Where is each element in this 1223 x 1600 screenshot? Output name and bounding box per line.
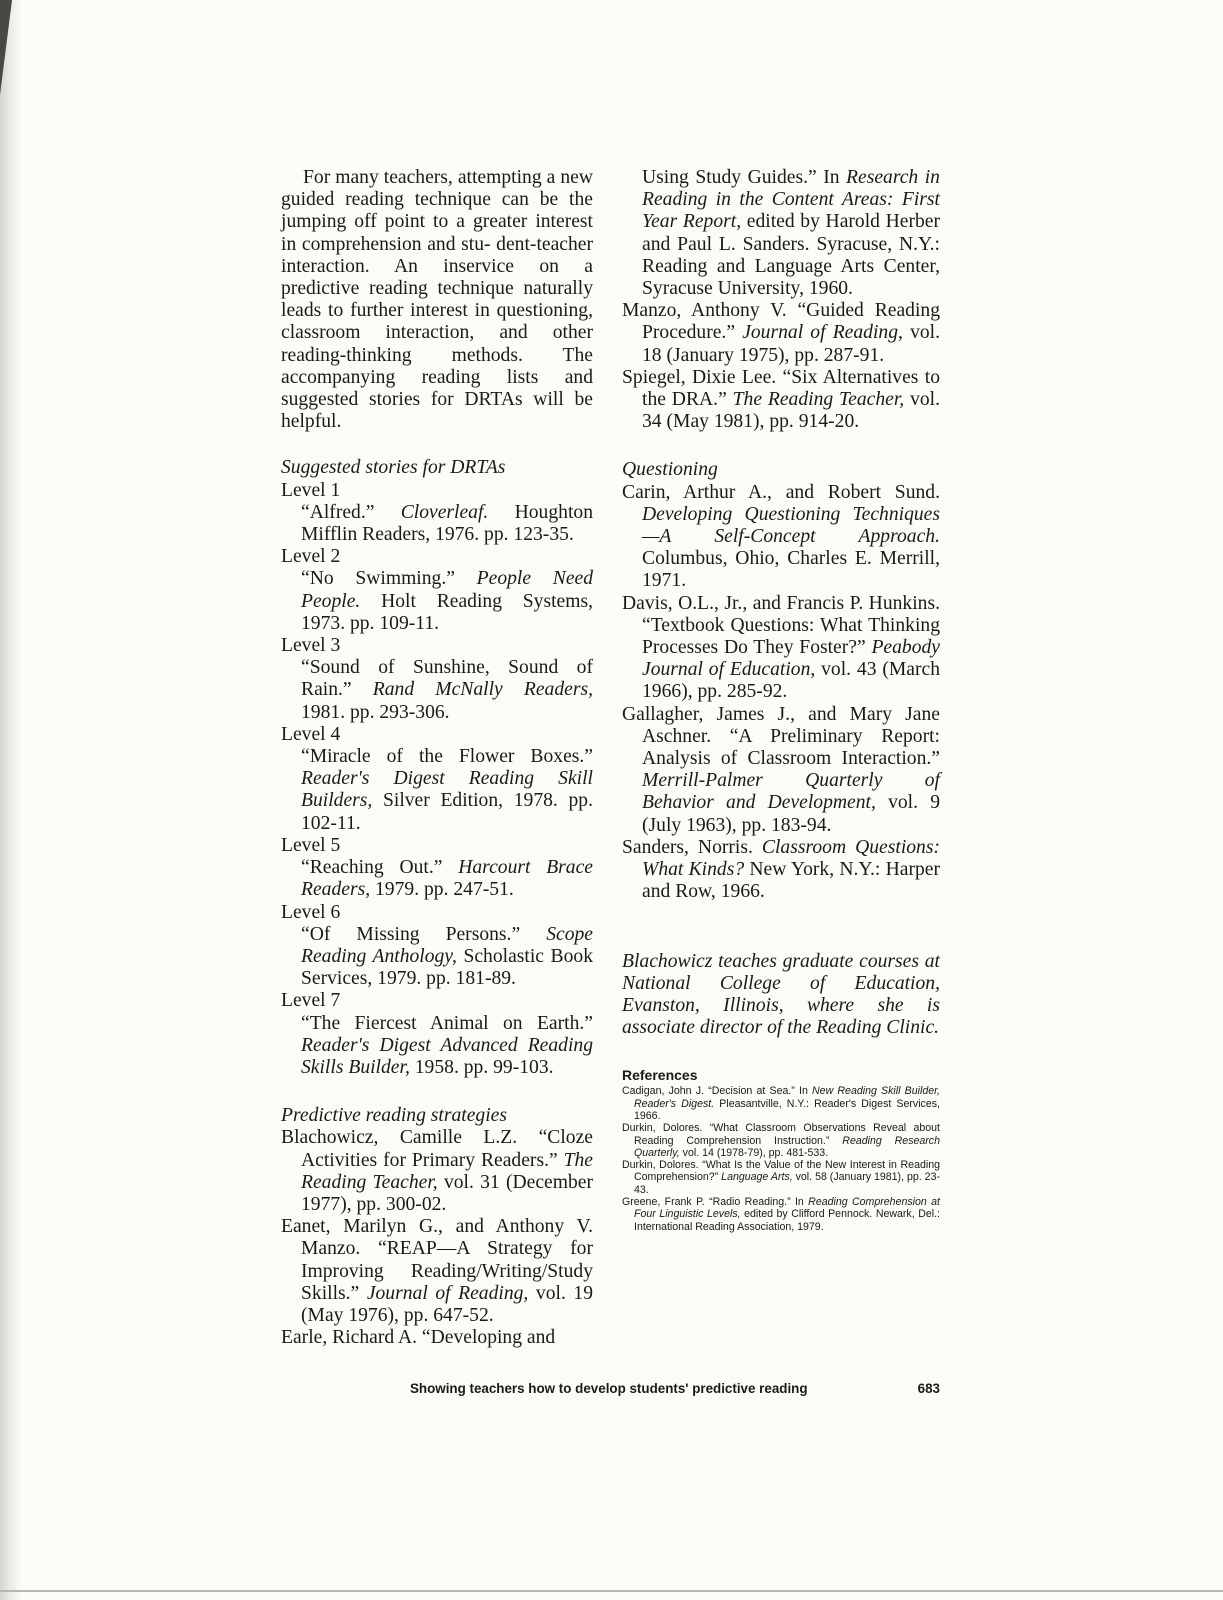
author-bio: Blachowicz teaches graduate courses at National College of Education, Evanston, Illinois, where she is associate director of the Reading Clinic. <box>622 950 940 1039</box>
reference-entry: Gallagher, James J., and Mary Jane Aschner. “A Preliminary Report: Analysis of Classroom Interaction.” Merrill-Palmer Quarterly of Behavior and Development, vol. 9 (July 1963), pp. 183-94. <box>622 703 940 836</box>
questioning-heading: Questioning <box>622 459 718 481</box>
reference-entry-start: Earle, Richard A. “Developing and <box>281 1327 556 1349</box>
level-label: Level 6 <box>281 901 341 923</box>
references-heading: References <box>622 1067 698 1084</box>
scan-bottom-edge <box>0 1590 1223 1592</box>
level-label: Level 5 <box>281 834 341 856</box>
story-citation: “No Swimming.” People Need People. Holt Reading Systems, 1973. pp. 109-11. <box>301 568 594 634</box>
level-label: Level 3 <box>281 635 341 657</box>
right-column <box>622 167 940 1233</box>
reference-item: Cadigan, John J. “Decision at Sea.” In New Reading Skill Builder, Reader's Digest. Pleasantville, N.Y.: Reader's Digest Services, 1966. <box>622 1085 940 1122</box>
level-label: Level 1 <box>281 479 341 501</box>
reference-item: Durkin, Dolores. “What Classroom Observations Reveal about Reading Comprehension Instruction.” Reading Research Quarterly, vol. 14 (1978-79), pp. 481-533. <box>622 1122 940 1159</box>
reference-entry: Sanders, Norris. Classroom Questions: What Kinds? New York, N.Y.: Harper and Row, 1966. <box>622 836 941 903</box>
level-label: Level 7 <box>281 990 341 1012</box>
story-citation: “Reaching Out.” Harcourt Brace Readers, 1979. pp. 247-51. <box>301 857 593 901</box>
reference-entry: Carin, Arthur A., and Robert Sund. Developing Questioning Techniques—A Self-Concept Approach. Columbus, Ohio, Charles E. Merrill, 1971. <box>622 481 940 592</box>
reference-entry: Blachowicz, Camille L.Z. “Cloze Activities for Primary Readers.” The Reading Teacher, vol. 31 (December 1977), pp. 300-02. <box>281 1127 594 1215</box>
reference-entry-continued: Using Study Guides.” In Research in Reading in the Content Areas: First Year Report, edited by Harold Herber and Paul L. Sanders. Syracuse, N.Y.: Reading and Language Arts Center, Syracuse University, 1960. <box>642 167 940 300</box>
reference-item: Durkin, Dolores. “What Is the Value of the New Interest in Reading Comprehension?” Language Arts, vol. 58 (January 1981), pp. 23-43. <box>622 1159 940 1196</box>
story-citation: “Of Missing Persons.” Scope Reading Anthology, Scholastic Book Services, 1979. pp. 181-89. <box>301 923 594 990</box>
story-level-4 <box>281 724 593 835</box>
page-number: 683 <box>917 1381 940 1396</box>
running-title: Showing teachers how to develop students' predictive reading <box>410 1381 808 1396</box>
story-citation: “Alfred.” Cloverleaf. Houghton Mifflin Readers, 1976. pp. 123-35. <box>301 501 593 546</box>
predictive-heading: Predictive reading strategies <box>281 1105 507 1127</box>
story-level-5 <box>281 835 593 902</box>
reference-entry: Davis, O.L., Jr., and Francis P. Hunkins. “Textbook Questions: What Thinking Processes Do They Foster?” Peabody Journal of Education, vol. 43 (March 1966), pp. 285-92. <box>622 592 940 703</box>
story-level-6 <box>281 902 593 991</box>
story-citation: “Sound of Sunshine, Sound of Rain.” Rand McNally Readers, 1981. pp. 293-306. <box>301 657 593 723</box>
reference-entry: Manzo, Anthony V. “Guided Reading Procedure.” Journal of Reading, vol. 18 (January 1975), pp. 287-91. <box>622 300 941 366</box>
story-level-7 <box>281 990 593 1079</box>
folded-corner <box>0 0 12 95</box>
story-citation: “The Fiercest Animal on Earth.” Reader's Digest Advanced Reading Skills Builder, 1958. pp. 99-103. <box>301 1012 593 1078</box>
story-citation: “Miracle of the Flower Boxes.” Reader's Digest Reading Skill Builders, Silver Edition, 1978. pp. 102-11. <box>301 746 593 834</box>
level-label: Level 4 <box>281 723 341 745</box>
stories-heading: Suggested stories for DRTAs <box>281 457 506 479</box>
reference-entry: Spiegel, Dixie Lee. “Six Alternatives to the DRA.” The Reading Teacher, vol. 34 (May 1981), pp. 914-20. <box>622 366 941 433</box>
intro-paragraph: For many teachers, attempting a new guided reading technique can be the jumping off point to a greater interest in comprehension and stu- dent-teacher interaction. An inservice on a predictive reading technique naturally leads to further interest in questioning, classroom interaction, and other reading-thinking methods. The accompanying reading lists and suggested stories for DRTAs will be helpful. <box>281 167 593 433</box>
story-level-2 <box>281 546 593 635</box>
references-section <box>622 1067 940 1233</box>
reference-item: Greene, Frank P. “Radio Reading.” In Reading Comprehension at Four Linguistic Levels, edited by Clifford Pennock. Newark, Del.: International Reading Association, 1979. <box>622 1195 940 1233</box>
reference-entry: Eanet, Marilyn G., and Anthony V. Manzo. “REAP—A Strategy for Improving Reading/Writing/Study Skills.” Journal of Reading, vol. 19 (May 1976), pp. 647-52. <box>281 1216 594 1326</box>
story-level-1 <box>281 480 593 547</box>
story-level-3 <box>281 635 593 724</box>
page-edge-shadow <box>0 0 22 1600</box>
left-column <box>281 167 593 1349</box>
level-label: Level 2 <box>281 546 341 568</box>
